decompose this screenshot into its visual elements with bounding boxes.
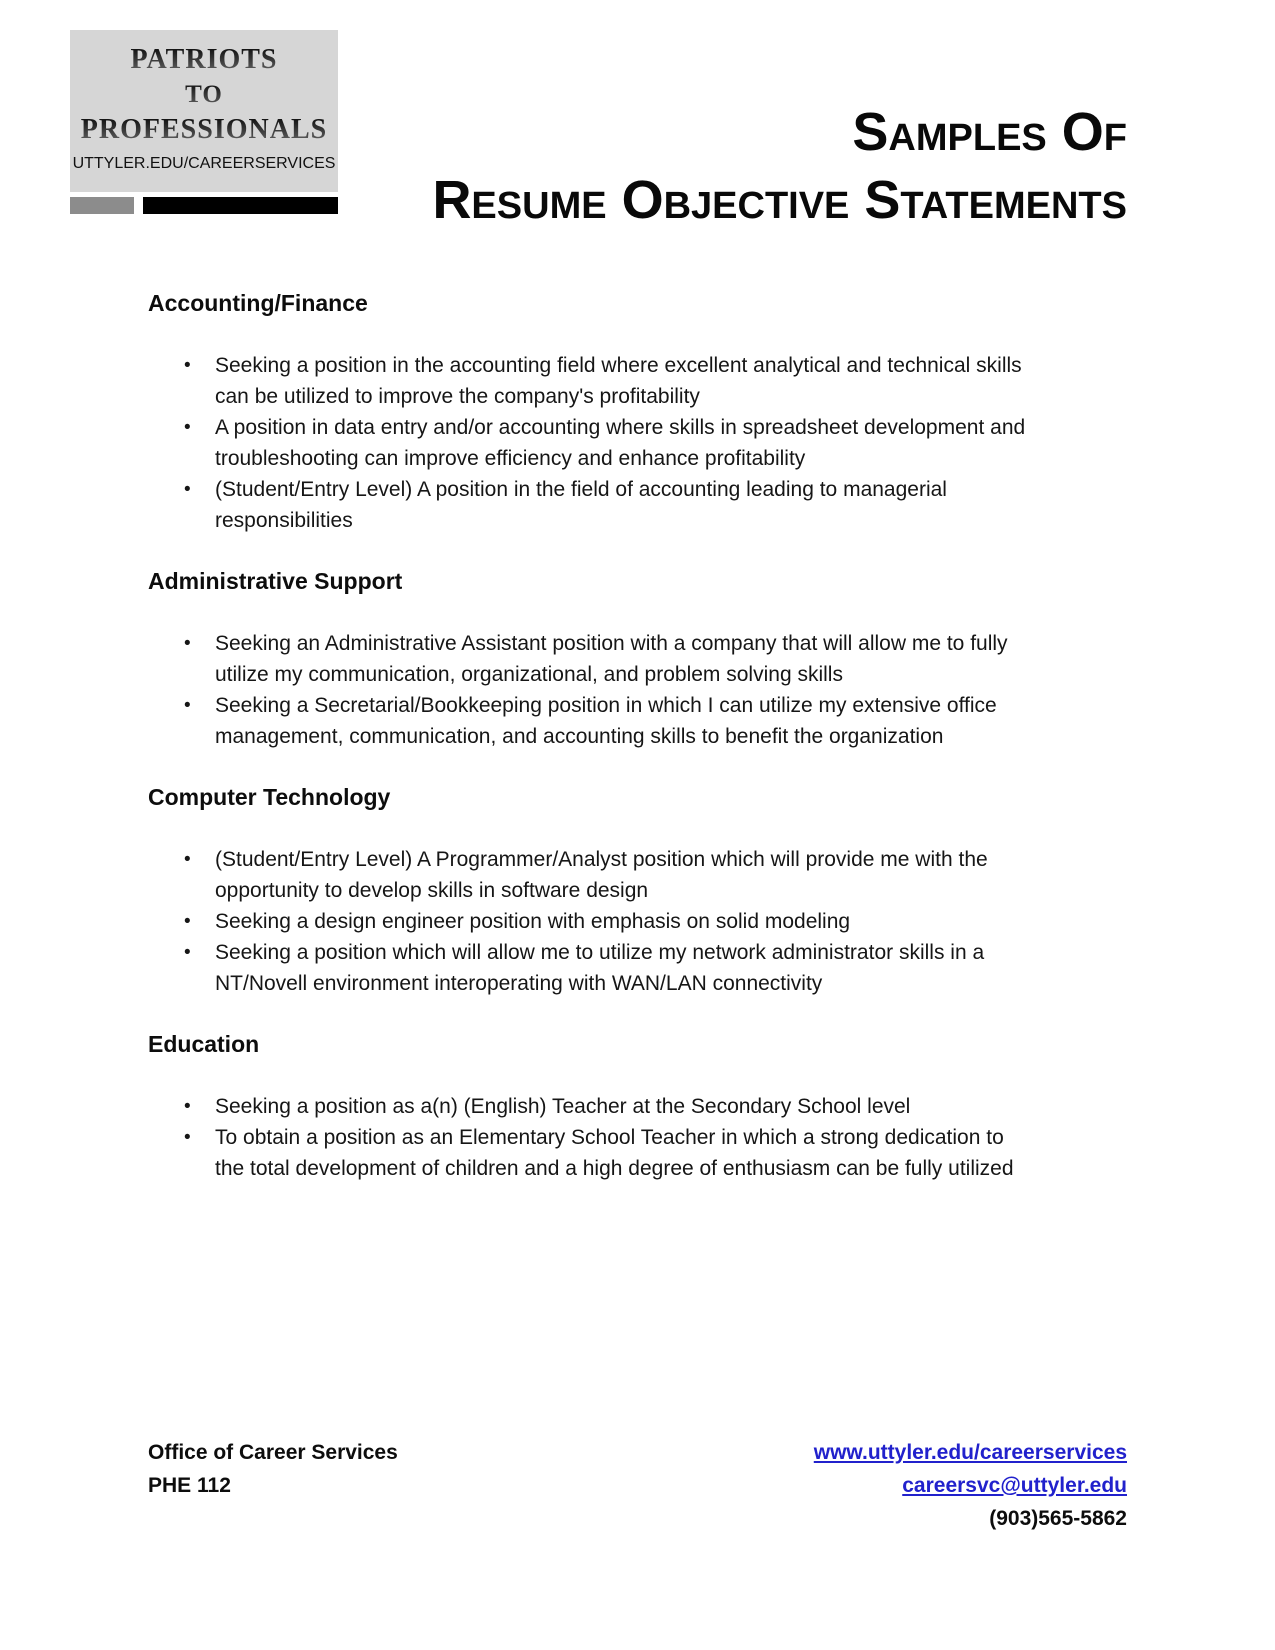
title-line-1: Samples Of	[852, 102, 1127, 162]
page-footer	[148, 1436, 1127, 1535]
logo-line-patriots: PATRIOTS	[70, 42, 338, 77]
patriots-to-professionals-logo	[70, 30, 338, 214]
bullet-list	[148, 1091, 1038, 1184]
document-section	[148, 1029, 1038, 1184]
section-heading: Accounting/Finance	[148, 290, 368, 316]
bullet-item: • A position in data entry and/or accounting where skills in spreadsheet development and troubleshooting can improve efficiency and enhance profitability	[148, 412, 1038, 474]
bullet-item: • Seeking a position in the accounting field where excellent analytical and technical skills can be utilized to improve the company's profitability	[148, 350, 1038, 412]
logo-line-to: TO	[70, 77, 338, 112]
bullet-item: • (Student/Entry Level) A Programmer/Analyst position which will provide me with the opportunity to develop skills in software design	[148, 844, 1038, 906]
bullet-item: • (Student/Entry Level) A position in the field of accounting leading to managerial responsibilities	[148, 474, 1038, 536]
section-heading: Administrative Support	[148, 568, 403, 594]
page-title	[432, 98, 1127, 234]
office-name: Office of Career Services	[148, 1441, 398, 1464]
bullet-item: • Seeking an Administrative Assistant position with a company that will allow me to fully utilize my communication, organizational, and problem solving skills	[148, 628, 1038, 690]
document-section	[148, 566, 1038, 752]
phone-number: (903)565-5862	[989, 1507, 1127, 1530]
logo-divider-bar	[70, 197, 338, 214]
sections-container	[148, 288, 1038, 1184]
logo-bar-gray-segment	[70, 197, 134, 214]
office-room: PHE 112	[148, 1474, 231, 1497]
bullet-list	[148, 844, 1038, 999]
document-section	[148, 288, 1038, 536]
title-line-2: Resume Objective Statements	[432, 170, 1127, 230]
footer-office-block	[148, 1436, 398, 1502]
email-link[interactable]: careersvc@uttyler.edu	[902, 1474, 1127, 1497]
bullet-item: • Seeking a design engineer position with emphasis on solid modeling	[148, 906, 1038, 937]
section-heading: Education	[148, 1031, 260, 1057]
bullet-list	[148, 628, 1038, 752]
logo-box	[70, 30, 338, 192]
bullet-item: • Seeking a position which will allow me to utilize my network administrator skills in a NT/Novell environment interoperating with WAN/LAN connectivity	[148, 937, 1038, 999]
bullet-list	[148, 350, 1038, 536]
bullet-item: • Seeking a position as a(n) (English) Teacher at the Secondary School level	[148, 1091, 1038, 1122]
document-section	[148, 782, 1038, 999]
logo-bar-gap	[134, 197, 143, 214]
logo-line-professionals: PROFESSIONALS	[70, 112, 338, 147]
bullet-item: • To obtain a position as an Elementary School Teacher in which a strong dedication to the total development of children and a high degree of enthusiasm can be fully utilized	[148, 1122, 1038, 1184]
logo-bar-black-segment	[143, 197, 338, 214]
logo-url: UTTYLER.EDU/CAREERSERVICES	[72, 155, 336, 172]
section-heading: Computer Technology	[148, 784, 391, 810]
website-link[interactable]: www.uttyler.edu/careerservices	[813, 1441, 1127, 1464]
bullet-item: • Seeking a Secretarial/Bookkeeping position in which I can utilize my extensive office management, communication, and accounting skills to benefit the organization	[148, 690, 1038, 752]
footer-contact-block	[814, 1436, 1127, 1535]
